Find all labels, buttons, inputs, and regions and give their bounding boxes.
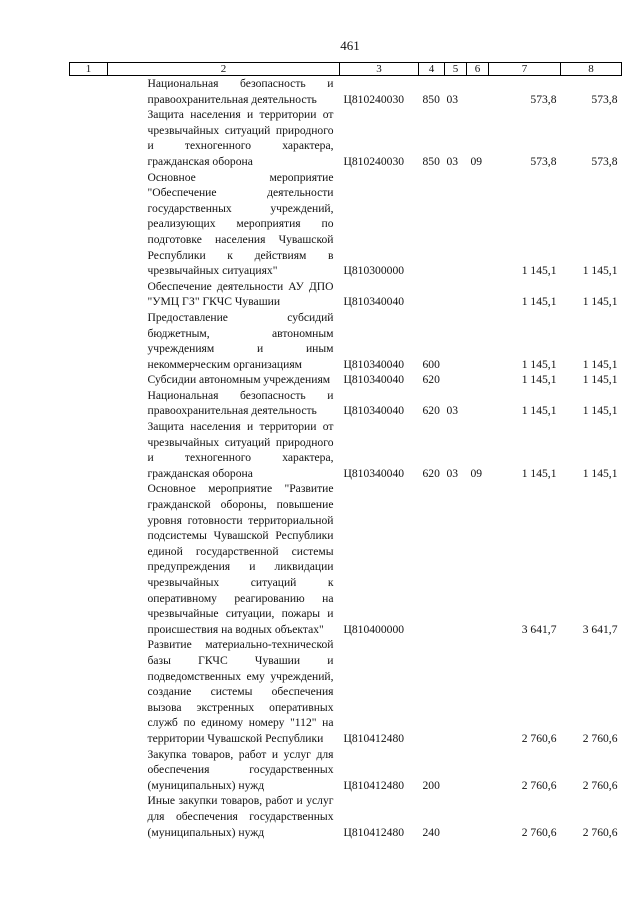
row-number-cell xyxy=(70,170,108,279)
expense-type-cell: 620 xyxy=(422,404,440,418)
table-row xyxy=(70,388,622,419)
target-code-cell: Ц810340040 xyxy=(343,373,405,387)
section-cell xyxy=(445,747,467,794)
table-row xyxy=(70,279,622,310)
amount-col8-cell: 1 145,1 xyxy=(582,373,618,387)
expense-type-cell: 600 xyxy=(422,357,440,371)
column-header: 8 xyxy=(561,63,622,76)
amount-col7-cell: 1 145,1 xyxy=(521,264,557,278)
expense-type-cell: 200 xyxy=(422,778,440,792)
expense-type-cell: 620 xyxy=(422,466,440,480)
amount-col8-cell: 1 145,1 xyxy=(582,404,618,418)
table-row xyxy=(70,793,622,840)
table-row xyxy=(70,107,622,169)
row-number-cell xyxy=(70,481,108,637)
amount-col7-cell: 1 145,1 xyxy=(521,357,557,371)
amount-col8-cell: 573,8 xyxy=(591,154,618,168)
row-number-cell xyxy=(70,279,108,310)
table-row xyxy=(70,76,622,108)
item-name-cell: Национальная безопасность и правоохранительная деятельность xyxy=(147,388,334,418)
amount-col8-cell: 2 760,6 xyxy=(582,778,618,792)
row-number-cell xyxy=(70,310,108,372)
subsection-cell xyxy=(467,388,489,419)
expense-type-cell: 850 xyxy=(422,154,440,168)
section-cell xyxy=(445,372,467,388)
expense-type-cell xyxy=(419,279,445,310)
amount-col8-cell: 1 145,1 xyxy=(582,466,618,480)
item-name-cell: Иные закупки товаров, работ и услуг для обеспечения государственных (муниципальных) нужд xyxy=(147,794,334,839)
amount-col7-cell: 573,8 xyxy=(530,92,557,106)
amount-col8-cell: 3 641,7 xyxy=(582,622,618,636)
table-row xyxy=(70,170,622,279)
target-code-cell: Ц810300000 xyxy=(343,264,405,278)
item-name-cell: Основное мероприятие "Обеспечение деятельности государственных учреждений, реализующих мероприятия по подготовке населения Чувашской Республики к действиям в чрезвычайных ситуациях" xyxy=(147,170,334,278)
amount-col8-cell: 1 145,1 xyxy=(582,357,618,371)
item-name-cell: Обеспечение деятельности АУ ДПО "УМЦ ГЗ" ГКЧС Чувашии xyxy=(147,279,334,309)
expense-type-cell: 620 xyxy=(422,373,440,387)
target-code-cell: Ц810412480 xyxy=(343,731,405,745)
subsection-cell xyxy=(467,310,489,372)
item-name-cell: Основное мероприятие "Развитие гражданской обороны, повышение уровня готовности территориальной подсистемы Чувашской Республики единой государственной системы предупреждения и ликвидации чрезвычайных ситуаций к оперативному реагированию на чрезвычайные ситуации, пожары и происшествия на водных объектах" xyxy=(147,482,334,636)
item-name-cell: Защита населения и территории от чрезвычайных ситуаций природного и техногенного характера, гражданская оборона xyxy=(147,108,334,168)
subsection-cell xyxy=(467,76,489,108)
amount-col8-cell: 1 145,1 xyxy=(582,264,618,278)
target-code-cell: Ц810340040 xyxy=(343,404,405,418)
column-header: 6 xyxy=(467,63,489,76)
amount-col7-cell: 2 760,6 xyxy=(521,778,557,792)
row-number-cell xyxy=(70,793,108,840)
target-code-cell: Ц810240030 xyxy=(343,154,405,168)
target-code-cell: Ц810340040 xyxy=(343,357,405,371)
row-number-cell xyxy=(70,388,108,419)
amount-col7-cell: 3 641,7 xyxy=(521,622,557,636)
header-row xyxy=(70,63,622,76)
expense-type-cell: 850 xyxy=(422,92,440,106)
subsection-cell xyxy=(467,279,489,310)
section-cell xyxy=(445,170,467,279)
amount-col8-cell: 2 760,6 xyxy=(582,731,618,745)
subsection-cell xyxy=(467,637,489,746)
table-row xyxy=(70,481,622,637)
table-row xyxy=(70,637,622,746)
amount-col8-cell: 1 145,1 xyxy=(582,295,618,309)
subsection-cell xyxy=(467,747,489,794)
page-number: 461 xyxy=(340,38,360,53)
amount-col7-cell: 573,8 xyxy=(530,154,557,168)
subsection-cell: 09 xyxy=(470,154,483,168)
table-header xyxy=(70,63,622,76)
column-header: 2 xyxy=(108,63,340,76)
amount-col8-cell: 573,8 xyxy=(591,92,618,106)
column-header: 1 xyxy=(70,63,108,76)
expense-type-cell: 240 xyxy=(422,825,440,839)
budget-table xyxy=(69,62,622,840)
column-header: 4 xyxy=(419,63,445,76)
row-number-cell xyxy=(70,419,108,481)
table-row xyxy=(70,310,622,372)
item-name-cell: Предоставление субсидий бюджетным, автономным учреждениям и иным некоммерческим организациям xyxy=(147,310,334,371)
subsection-cell xyxy=(467,481,489,637)
section-cell: 03 xyxy=(446,466,459,480)
amount-col8-cell: 2 760,6 xyxy=(582,825,618,839)
expense-type-cell xyxy=(419,637,445,746)
row-number-cell xyxy=(70,637,108,746)
section-cell: 03 xyxy=(446,92,459,106)
table-row xyxy=(70,372,622,388)
column-header: 7 xyxy=(489,63,561,76)
section-cell: 03 xyxy=(446,404,459,418)
target-code-cell: Ц810340040 xyxy=(343,295,405,309)
amount-col7-cell: 1 145,1 xyxy=(521,404,557,418)
item-name-cell: Национальная безопасность и правоохранительная деятельность xyxy=(147,77,334,106)
item-name-cell: Защита населения и территории от чрезвычайных ситуаций природного и техногенного характера, гражданская оборона xyxy=(147,420,334,480)
item-name-cell: Развитие материально-технической базы ГКЧС Чувашии и подведомственных ему учреждений, создание системы обеспечения вызова экстренных оперативных служб по единому номеру "112" на территории Чувашской Республики xyxy=(147,638,334,745)
target-code-cell: Ц810412480 xyxy=(343,825,405,839)
column-header: 5 xyxy=(445,63,467,76)
subsection-cell xyxy=(467,372,489,388)
subsection-cell xyxy=(467,793,489,840)
section-cell: 03 xyxy=(446,154,459,168)
section-cell xyxy=(445,793,467,840)
amount-col7-cell: 1 145,1 xyxy=(521,295,557,309)
row-number-cell xyxy=(70,107,108,169)
item-name-cell: Закупка товаров, работ и услуг для обеспечения государственных (муниципальных) нужд xyxy=(147,747,334,792)
section-cell xyxy=(445,481,467,637)
target-code-cell: Ц810412480 xyxy=(343,778,405,792)
expense-type-cell xyxy=(419,170,445,279)
section-cell xyxy=(445,637,467,746)
table-row xyxy=(70,419,622,481)
target-code-cell: Ц810400000 xyxy=(343,622,405,636)
column-header: 3 xyxy=(340,63,419,76)
amount-col7-cell: 1 145,1 xyxy=(521,373,557,387)
section-cell xyxy=(445,279,467,310)
subsection-cell xyxy=(467,170,489,279)
row-number-cell xyxy=(70,76,108,108)
table-row xyxy=(70,747,622,794)
expense-type-cell xyxy=(419,481,445,637)
amount-col7-cell: 1 145,1 xyxy=(521,466,557,480)
amount-col7-cell: 2 760,6 xyxy=(521,731,557,745)
amount-col7-cell: 2 760,6 xyxy=(521,825,557,839)
section-cell xyxy=(445,310,467,372)
table-body xyxy=(70,76,622,841)
target-code-cell: Ц810340040 xyxy=(343,466,405,480)
item-name-cell: Субсидии автономным учреждениям xyxy=(147,373,331,387)
target-code-cell: Ц810240030 xyxy=(343,92,405,106)
row-number-cell xyxy=(70,372,108,388)
row-number-cell xyxy=(70,747,108,794)
subsection-cell: 09 xyxy=(470,466,483,480)
